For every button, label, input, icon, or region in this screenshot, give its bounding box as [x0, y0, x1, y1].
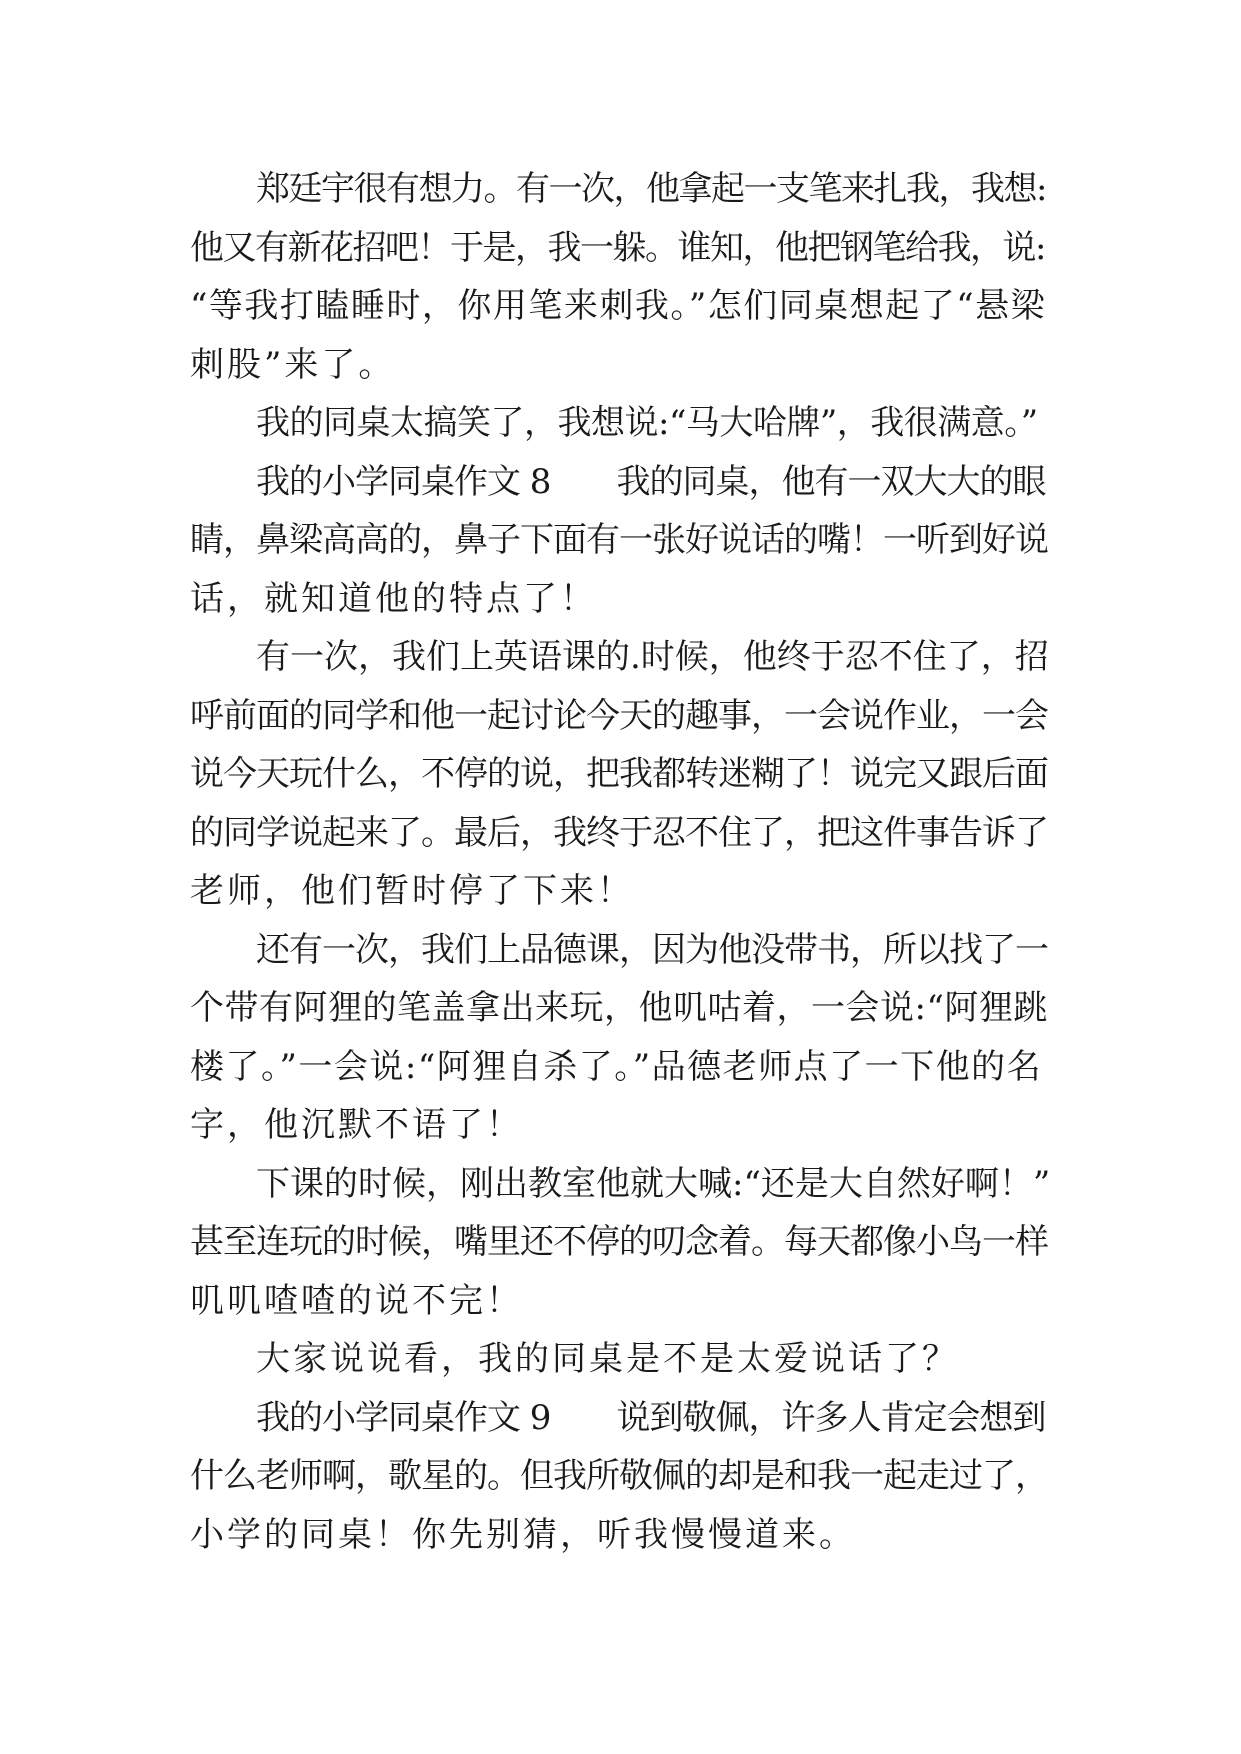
text-line: 我的小学同桌作文 9 说到敬佩，许多人肯定会想到 — [256, 1397, 1046, 1438]
text-line: 还有一次，我们上品德课，因为他没带书，所以找了一 — [256, 929, 1048, 970]
text-line: 下课的时候，刚出教室他就大喊:“还是大自然好啊！” — [256, 1163, 1051, 1204]
text-line: 小学的同桌！你先别猜，听我慢慢道来。 — [190, 1514, 856, 1555]
text-line: 说今天玩什么，不停的说，把我都转迷糊了！说完又跟后面 — [190, 754, 1048, 794]
text-line: “等我打瞌睡时，你用笔来刺我。”怎们同桌想起了“悬梁 — [190, 286, 1047, 326]
text-line: 甚至连玩的时候，嘴里还不停的叨念着。每天都像小鸟一样 — [190, 1222, 1048, 1262]
text-line: 的同学说起来了。最后，我终于忍不住了，把这件事告诉了 — [190, 812, 1048, 853]
text-line: 刺股”来了。 — [190, 344, 396, 385]
text-line: 睛，鼻梁高高的，鼻子下面有一张好说话的嘴！一听到好说 — [190, 520, 1048, 560]
text-line: 郑廷宇很有想力。有一次，他拿起一支笔来扎我，我想: — [256, 169, 1046, 209]
text-line: 话，就知道他的特点了！ — [190, 578, 597, 619]
text-line: 叽叽喳喳的说不完！ — [190, 1280, 523, 1321]
text-line: 字，他沉默不语了！ — [190, 1105, 523, 1145]
text-line: 老师，他们暂时停了下来！ — [190, 871, 634, 911]
text-line: 有一次，我们上英语课的.时候，他终于忍不住了，招 — [256, 637, 1049, 677]
text-line: 我的小学同桌作文 8 我的同桌，他有一双大大的眼 — [256, 461, 1046, 502]
text-line: 大家说说看，我的同桌是不是太爱说话了？ — [256, 1339, 959, 1379]
text-line: 个带有阿狸的笔盖拿出来玩，他叽咕着，一会说:“阿狸跳 — [190, 988, 1048, 1028]
text-line: 我的同桌太搞笑了，我想说:“马大哈牌”，我很满意。” — [256, 403, 1038, 443]
text-line: 他又有新花招吧！于是，我一躲。谁知，他把钢笔给我，说: — [190, 227, 1045, 268]
text-line: 呼前面的同学和他一起讨论今天的趣事，一会说作业，一会 — [190, 695, 1048, 736]
text-line: 什么老师啊，歌星的。但我所敬佩的却是和我一起走过了， — [190, 1456, 1048, 1496]
text-line: 楼了。”一会说:“阿狸自杀了。”品德老师点了一下他的名 — [190, 1046, 1043, 1087]
essay-body — [190, 160, 1050, 1564]
